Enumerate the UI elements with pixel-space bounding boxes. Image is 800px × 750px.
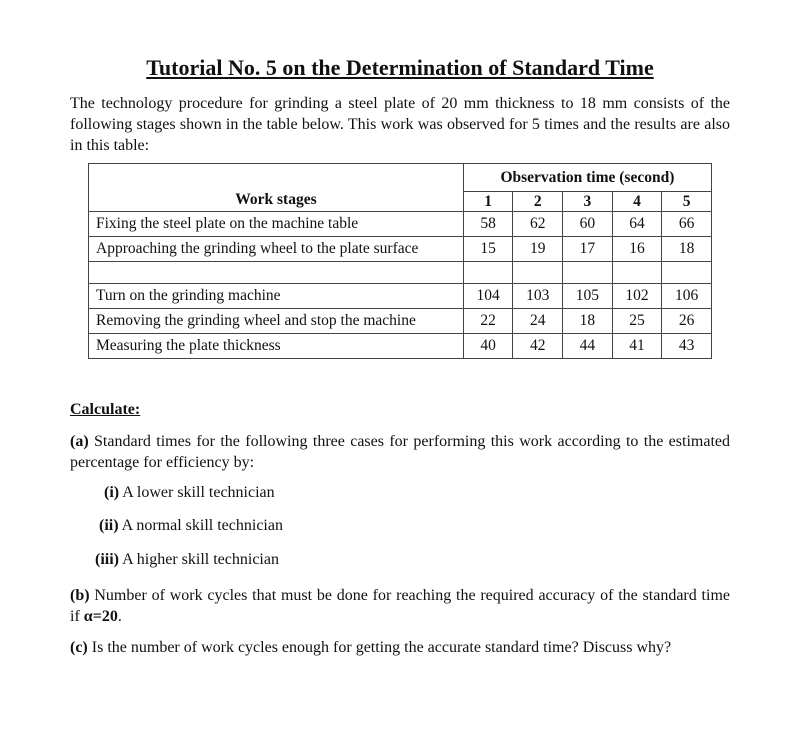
observation-value: 18 [662, 237, 712, 262]
obs-number-header: 1 [463, 192, 513, 212]
observation-value: 58 [463, 212, 513, 237]
page-title: Tutorial No. 5 on the Determination of Standard Time [146, 55, 654, 80]
observation-value: 106 [662, 284, 712, 309]
part-c-paragraph [70, 637, 730, 658]
observation-value: 66 [662, 212, 712, 237]
observation-value: 15 [463, 237, 513, 262]
part-b-paragraph [70, 585, 730, 627]
table-spacer-row [89, 262, 712, 284]
observation-value: 64 [612, 212, 662, 237]
stage-name: Measuring the plate thickness [89, 334, 464, 359]
calculate-heading: Calculate: [70, 401, 141, 418]
observation-value: 22 [463, 309, 513, 334]
case-label: (i) [104, 484, 120, 501]
work-stages-header: Work stages [89, 164, 464, 212]
observation-value: 40 [463, 334, 513, 359]
obs-number-header: 2 [513, 192, 563, 212]
table-row [89, 334, 712, 359]
table-row [89, 284, 712, 309]
observation-value: 62 [513, 212, 563, 237]
observation-value: 24 [513, 309, 563, 334]
observation-value: 19 [513, 237, 563, 262]
part-b-text-end: . [117, 608, 122, 625]
part-a-label: (a) [70, 433, 89, 450]
observation-value: 43 [662, 334, 712, 359]
alpha-value: α=20 [83, 608, 118, 625]
case-item [95, 551, 279, 569]
obs-number-header: 3 [563, 192, 613, 212]
observation-value: 105 [563, 284, 613, 309]
observation-value: 42 [513, 334, 563, 359]
part-a-text: Standard times for the following three cases for performing this work according to the estimated percentage for efficiency by: [70, 433, 730, 471]
obs-number-header: 4 [612, 192, 662, 212]
observation-value: 102 [612, 284, 662, 309]
observation-value: 60 [563, 212, 613, 237]
observation-value: 25 [612, 309, 662, 334]
table-row [89, 212, 712, 237]
part-a-paragraph [70, 431, 730, 473]
observation-value: 16 [612, 237, 662, 262]
obs-number-header: 5 [662, 192, 712, 212]
table-row [89, 237, 712, 262]
observation-value: 41 [612, 334, 662, 359]
case-text: A higher skill technician [119, 551, 279, 568]
observation-value: 17 [563, 237, 613, 262]
case-text: A normal skill technician [118, 517, 283, 534]
intro-paragraph: The technology procedure for grinding a steel plate of 20 mm thickness to 18 mm consists of the following stages shown in the table below. This work was observed for 5 times and the results are also in this table: [70, 95, 730, 154]
part-c-label: (c) [70, 639, 88, 656]
observation-time-header: Observation time (second) [463, 164, 711, 192]
case-item [99, 517, 283, 535]
observation-value: 44 [563, 334, 613, 359]
observation-value: 26 [662, 309, 712, 334]
table-row [89, 309, 712, 334]
stage-name: Removing the grinding wheel and stop the machine [89, 309, 464, 334]
case-text: A lower skill technician [119, 484, 275, 501]
stage-name: Turn on the grinding machine [89, 284, 464, 309]
case-label: (ii) [99, 517, 119, 534]
observation-value: 104 [463, 284, 513, 309]
part-c-text: Is the number of work cycles enough for getting the accurate standard time? Discuss why? [87, 639, 672, 656]
observation-value: 103 [513, 284, 563, 309]
case-item [104, 484, 275, 502]
observation-table [88, 163, 712, 359]
stage-name: Approaching the grinding wheel to the plate surface [89, 237, 464, 262]
case-label: (iii) [95, 551, 119, 568]
observation-value: 18 [563, 309, 613, 334]
part-b-label: (b) [70, 587, 90, 604]
part-b-text: Number of work cycles that must be done for reaching the required accuracy of the standard time if [70, 587, 730, 625]
stage-name: Fixing the steel plate on the machine table [89, 212, 464, 237]
